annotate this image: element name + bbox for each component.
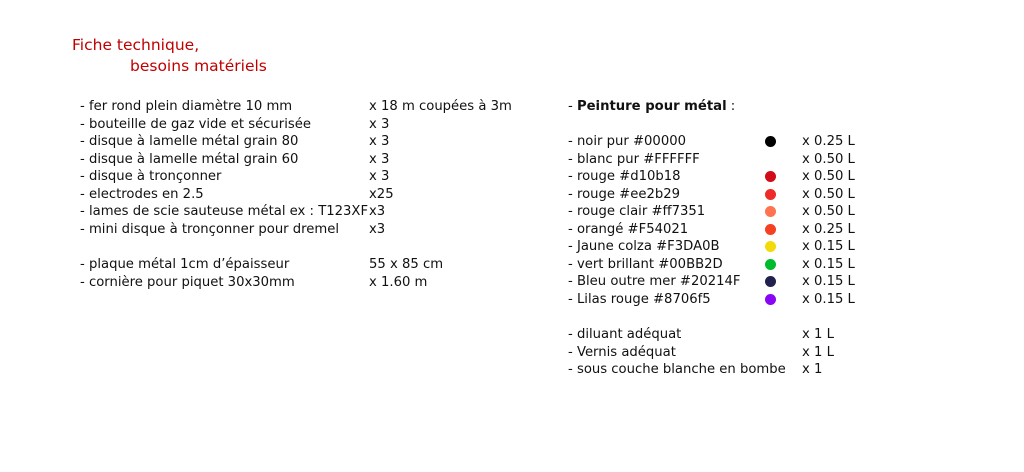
paint-qty: x 0.50 L	[802, 151, 855, 167]
paint-name: - Bleu outre mer #20214F	[568, 274, 741, 289]
extra-name: - diluant adéquat	[568, 327, 682, 342]
color-swatch	[765, 136, 776, 147]
color-swatch	[765, 224, 776, 235]
color-swatch	[765, 259, 776, 270]
paint-name: - noir pur #00000	[568, 134, 686, 149]
color-swatch	[765, 154, 776, 165]
material-name: - bouteille de gaz vide et sécurisée	[80, 116, 311, 132]
material-name: - cornière pour piquet 30x30mm	[80, 274, 295, 290]
material-qty: x25	[369, 186, 394, 202]
material-name: - disque à tronçonner	[80, 169, 222, 184]
color-swatch	[765, 294, 776, 305]
paint-heading-suffix: :	[726, 99, 736, 114]
paint-heading	[568, 98, 735, 116]
paint-name: - orangé #F54021	[568, 221, 689, 237]
paint-qty: x 0.25 L	[802, 221, 855, 237]
paint-name: - blanc pur #FFFFFF	[568, 151, 700, 167]
material-qty: x 18 m coupées à 3m	[369, 99, 512, 114]
paint-heading-text: Peinture pour métal	[576, 99, 727, 114]
paint-name: - Jaune colza #F3DA0B	[568, 239, 720, 254]
paint-qty: x 0.50 L	[802, 186, 855, 202]
paint-qty: x 0.50 L	[802, 204, 855, 219]
title-line-1: Fiche technique,	[72, 36, 200, 54]
color-swatch	[765, 171, 776, 182]
extra-qty: x 1 L	[802, 344, 834, 360]
material-qty: x 3	[369, 169, 390, 184]
material-qty: x 1.60 m	[369, 274, 428, 290]
paint-qty: x 0.50 L	[802, 169, 855, 184]
color-swatch	[765, 276, 776, 287]
material-name: - electrodes en 2.5	[80, 186, 204, 202]
material-name: - plaque métal 1cm d’épaisseur	[80, 257, 290, 272]
paint-name: - rouge #ee2b29	[568, 186, 681, 202]
paint-name: - rouge #d10b18	[568, 169, 681, 184]
material-qty: x3	[369, 204, 386, 219]
paint-name: - Lilas rouge #8706f5	[568, 291, 711, 307]
material-qty: x 3	[369, 134, 390, 149]
paint-name: - rouge clair #ff7351	[568, 204, 706, 219]
color-swatch	[765, 189, 776, 200]
material-name: - mini disque à tronçonner pour dremel	[80, 221, 340, 237]
paint-qty: x 0.15 L	[802, 274, 855, 289]
extra-name: - sous couche blanche en bombe	[568, 362, 786, 377]
material-name: - fer rond plein diamètre 10 mm	[80, 99, 293, 114]
paint-qty: x 0.15 L	[802, 256, 855, 272]
extra-name: - Vernis adéquat	[568, 344, 676, 360]
extra-qty: x 1	[802, 362, 823, 377]
color-swatch	[765, 241, 776, 252]
paint-qty: x 0.15 L	[802, 239, 855, 254]
material-name: - lames de scie sauteuse métal ex : T123XF	[80, 204, 369, 219]
material-qty: x3	[369, 221, 386, 237]
paint-heading-prefix: -	[568, 99, 577, 114]
paint-qty: x 0.25 L	[802, 134, 855, 149]
material-name: - disque à lamelle métal grain 60	[80, 151, 299, 167]
material-qty: x 3	[369, 151, 390, 167]
paint-name: - vert brillant #00BB2D	[568, 256, 723, 272]
material-qty: x 3	[369, 116, 390, 132]
paint-qty: x 0.15 L	[802, 291, 855, 307]
extra-qty: x 1 L	[802, 327, 834, 342]
material-qty: 55 x 85 cm	[369, 257, 444, 272]
color-swatch	[765, 206, 776, 217]
title-line-2: besoins matériels	[130, 57, 267, 75]
material-name: - disque à lamelle métal grain 80	[80, 134, 299, 149]
